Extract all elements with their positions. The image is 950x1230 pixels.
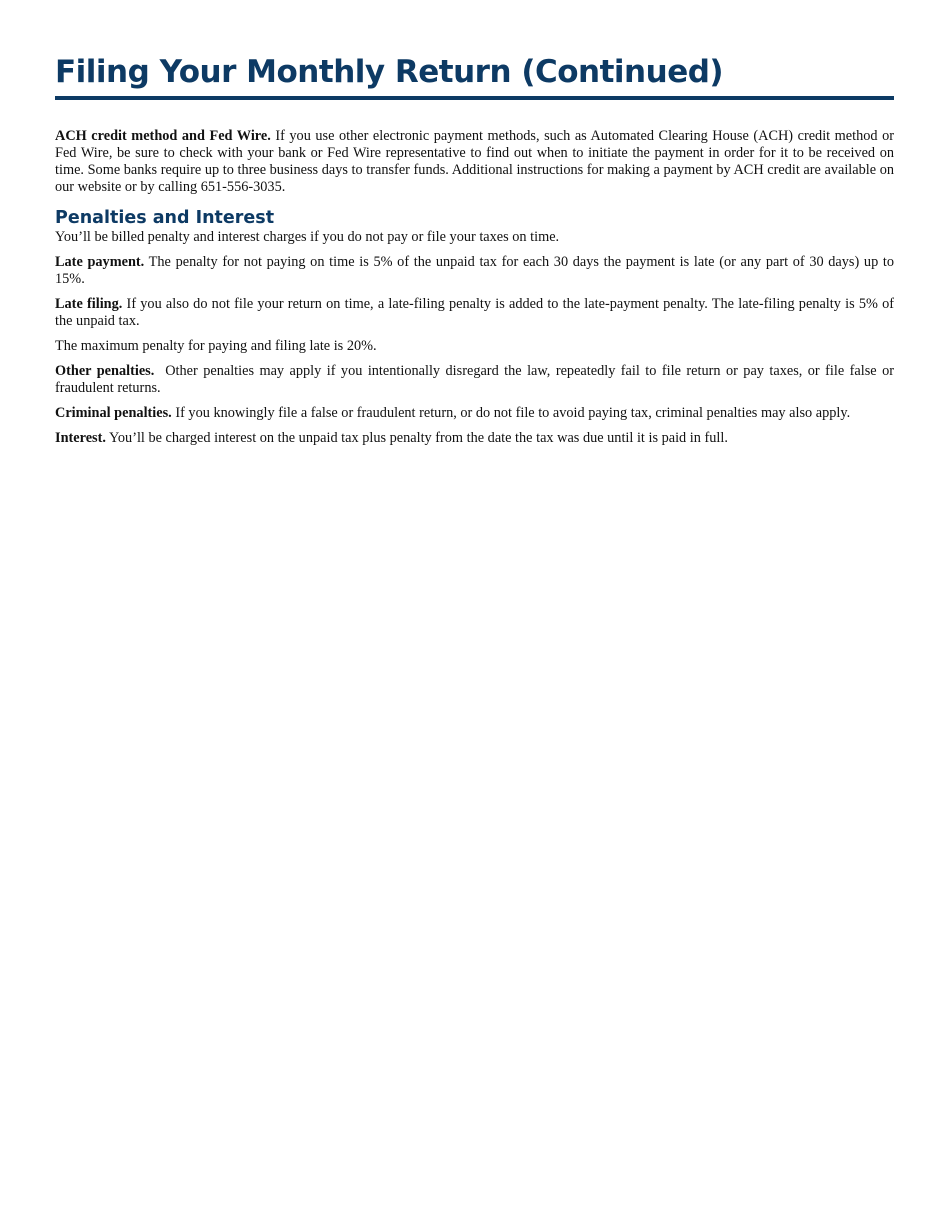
criminal-penalties-lead: Criminal penalties. bbox=[55, 405, 172, 421]
late-filing-text: If you also do not file your return on time, a late-filing penalty is added to the late-payment penalty. The late-filing penalty is 5% of the unpaid tax. bbox=[55, 296, 895, 329]
late-payment-paragraph bbox=[55, 254, 894, 288]
criminal-penalties-text: If you knowingly file a false or fraudulent return, or do not file to avoid paying tax, criminal penalties may also apply. bbox=[171, 405, 851, 421]
late-filing-paragraph bbox=[55, 296, 894, 330]
criminal-penalties-paragraph bbox=[55, 405, 894, 422]
penalties-heading: Penalties and Interest bbox=[55, 208, 275, 228]
page-title: Filing Your Monthly Return (Continued) bbox=[55, 54, 724, 90]
late-filing-lead: Late filing. bbox=[55, 296, 123, 312]
title-divider bbox=[55, 96, 894, 100]
document-body bbox=[55, 128, 898, 455]
ach-lead: ACH credit method and Fed Wire. bbox=[55, 128, 271, 144]
late-payment-lead: Late payment. bbox=[55, 254, 145, 270]
interest-lead: Interest. bbox=[55, 430, 106, 446]
maximum-penalty-paragraph: The maximum penalty for paying and filing late is 20%. bbox=[55, 338, 377, 354]
penalties-intro: You’ll be billed penalty and interest charges if you do not pay or file your taxes on time. bbox=[55, 229, 560, 245]
other-penalties-lead: Other penalties. bbox=[55, 363, 155, 379]
late-payment-text: The penalty for not paying on time is 5% of the unpaid tax for each 30 days the payment is late (or any part of 30 days) up to 15%. bbox=[55, 254, 895, 287]
other-penalties-paragraph bbox=[55, 363, 898, 397]
interest-text: You’ll be charged interest on the unpaid tax plus penalty from the date the tax was due until it is paid in full. bbox=[105, 430, 728, 446]
ach-text: If you use other electronic payment methods, such as Automated Clearing House (ACH) credit method or Fed Wire, be sure to check with your bank or Fed Wire representative to find out when to initiate the payment in order for it to be received on time. Some banks require up to three business days to transfer funds. Additional instructions for making a payment by ACH credit are available on our website or by calling 651-556-3035. bbox=[55, 128, 895, 195]
ach-paragraph bbox=[55, 128, 894, 196]
other-penalties-text: Other penalties may apply if you intentionally disregard the law, repeatedly fail to file return or pay taxes, or file false or fraudulent returns. bbox=[55, 363, 898, 396]
interest-paragraph bbox=[55, 430, 894, 447]
